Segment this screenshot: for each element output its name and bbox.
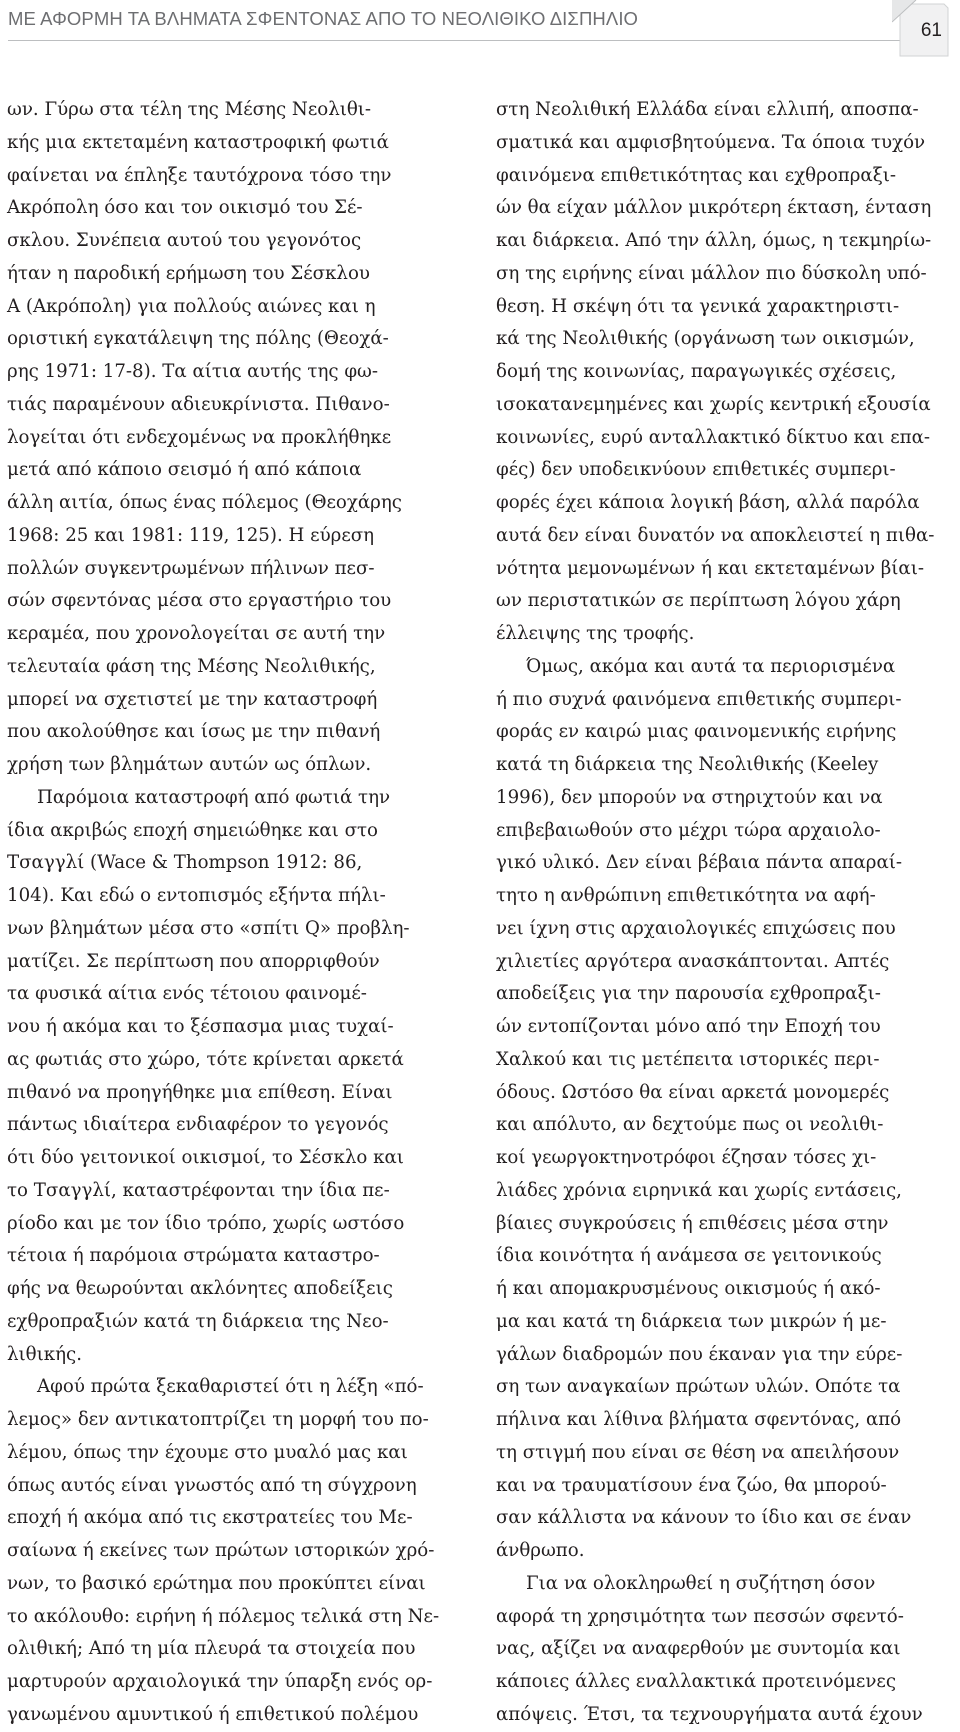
- text-line: νότητα μεμονωμένων ή και εκτεταμένων βίαι-: [496, 557, 924, 579]
- text-line: φοράς εν καιρώ μιας φαινομενικής ειρήνης: [496, 721, 897, 743]
- text-line: τέτοια ή παρόμοια στρώματα καταστρο-: [7, 1245, 380, 1267]
- text-line: ρης 1971: 17-8). Τα αίτια αυτής της φω-: [7, 361, 379, 382]
- text-line: αφορά τη χρησιμότητα των πεσσών σφεντό-: [496, 1605, 904, 1627]
- text-line: νων βλημάτων μέσα στο «σπίτι Q» προβλη-: [7, 917, 410, 939]
- header-rule: [8, 40, 908, 41]
- text-line: χρήση των βλημάτων αυτών ως όπλων.: [7, 754, 372, 775]
- page-number: 61: [920, 20, 942, 41]
- text-line: οριστική εγκατάλειψη της πόλης (Θεοχά-: [7, 328, 389, 350]
- text-line: Παρόμοια καταστροφή από φωτιά την: [37, 786, 391, 808]
- text-line: ών θα είχαν μάλλον μικρότερη έκταση, ένταση: [496, 197, 932, 219]
- text-line: άνθρωπο.: [496, 1540, 585, 1561]
- text-line: ίδια ακριβώς εποχή σημειώθηκε και στο: [7, 819, 379, 841]
- text-line: σκλου. Συνέπεια αυτού του γεγονότος: [7, 230, 362, 251]
- text-line: τα φυσικά αίτια ενός τέτοιου φαινομέ-: [7, 983, 367, 1005]
- text-column-right: [496, 94, 954, 1732]
- text-line: και απόλυτο, αν δεχτούμε πως οι νεολιθι-: [496, 1114, 884, 1136]
- running-title: ΜΕ ΑΦΟΡΜΗ ΤΑ ΒΛΗΜΑΤΑ ΣΦΕΝΤΟΝΑΣ ΑΠΟ ΤΟ ΝΕΟΛΙΘΙΚΟ ΔΙΣΠΗΛΙΟ: [8, 8, 639, 29]
- text-line: Α (Ακρόπολη) για πολλούς αιώνες και η: [7, 295, 376, 317]
- text-line: νων, το βασικό ερώτημα που προκύπτει είναι: [7, 1572, 426, 1594]
- text-line: μπορεί να σχετιστεί με την καταστροφή: [7, 688, 378, 710]
- text-line: κεραμέα, που χρονολογείται σε αυτή την: [7, 623, 386, 644]
- text-line: 1968: 25 και 1981: 119, 125). Η εύρεση: [7, 524, 375, 546]
- text-line: το Τσαγγλί, καταστρέφονται την ίδια πε-: [7, 1179, 390, 1201]
- text-line: όπως αυτός είναι γνωστός από τη σύγχρονη: [7, 1474, 417, 1496]
- text-line: φές) δεν υποδεικνύουν επιθετικές συμπερι-: [496, 459, 896, 481]
- text-line: ση της ειρήνης είναι μάλλον πιο δύσκολη υπό-: [496, 262, 927, 284]
- text-line: ή πιο συχνά φαινόμενα επιθετικής συμπερι-: [496, 688, 902, 710]
- page-corner-decoration: [892, 0, 952, 60]
- text-column-left: [7, 94, 465, 1732]
- text-line: λέμου, όπως την έχουμε στο μυαλό μας και: [7, 1441, 408, 1463]
- text-line: βίαιες συγκρούσεις ή επιθέσεις μέσα στην: [496, 1212, 889, 1234]
- text-line: ισοκατανεμημένες και χωρίς κεντρική εξουσία: [496, 393, 931, 415]
- text-line: και διάρκεια. Από την άλλη, όμως, η τεκμηρίω-: [496, 230, 932, 251]
- text-line: Για να ολοκληρωθεί η συζήτηση όσον: [526, 1572, 876, 1594]
- text-line: νας, αξίζει να αναφερθούν με συντομία και: [496, 1638, 901, 1660]
- text-line: ή και απομακρυσμένους οικισμούς ή ακό-: [496, 1278, 881, 1299]
- text-line: 104). Και εδώ ο εντοπισμός εξήντα πήλι-: [7, 885, 386, 906]
- text-line: ας φωτιάς στο χώρο, τότε κρίνεται αρκετά: [7, 1048, 404, 1070]
- text-line: το ακόλουθο: ειρήνη ή πόλεμος τελικά στη Νε-: [7, 1605, 440, 1627]
- text-line: γικό υλικό. Δεν είναι βέβαια πάντα απαραί-: [496, 852, 903, 874]
- text-line: μετά από κάποιο σεισμό ή από κάποια: [7, 459, 362, 481]
- text-line: λιθικής.: [7, 1343, 82, 1365]
- text-line: σαν κάλλιστα να κάνουν το ίδιο και σε έναν: [496, 1507, 912, 1529]
- text-line: μα και κατά τη διάρκεια των μικρών ή με-: [496, 1310, 887, 1332]
- text-line: τελευταία φάση της Μέσης Νεολιθικής,: [7, 655, 376, 677]
- text-line: ση των αναγκαίων πρώτων υλών. Οπότε τα: [496, 1376, 901, 1398]
- text-line: κάποιες άλλες εναλλακτικά προτεινόμενες: [496, 1671, 897, 1692]
- text-line: λιάδες χρόνια ειρηνικά και χωρίς εντάσεις,: [496, 1179, 902, 1201]
- text-line: τιάς παραμένουν αδιευκρίνιστα. Πιθανο-: [7, 393, 390, 415]
- text-line: φής να θεωρούνται ακλόνητες αποδείξεις: [7, 1278, 393, 1299]
- text-line: αυτά δεν είναι δυνατόν να αποκλειστεί η πιθα-: [496, 524, 935, 546]
- text-line: έλλειψης της τροφής.: [496, 623, 695, 644]
- text-line: γανωμένου αμυντικού ή επιθετικού πολέμου: [7, 1703, 419, 1725]
- text-line: στη Νεολιθική Ελλάδα είναι ελλιπή, αποσπα-: [496, 99, 919, 120]
- text-line: τη στιγμή που είναι σε θέση να απειλήσουν: [496, 1441, 900, 1463]
- text-line: Αφού πρώτα ξεκαθαριστεί ότι η λέξη «πό-: [37, 1376, 424, 1398]
- text-line: εχθροπραξιών κατά τη διάρκεια της Νεο-: [7, 1310, 389, 1332]
- text-line: αποδείξεις για την παρουσία εχθροπραξι-: [496, 983, 881, 1005]
- text-line: όδους. Ωστόσο θα είναι αρκετά μονομερές: [496, 1081, 890, 1103]
- text-line: και να τραυματίσουν ένα ζώο, θα μπορού-: [496, 1474, 887, 1496]
- text-line: νου ή ακόμα και το ξέσπασμα μιας τυχαί-: [7, 1016, 394, 1037]
- text-line: νει ίχνη στις αρχαιολογικές επιχώσεις που: [496, 917, 896, 939]
- text-line: εποχή ή ακόμα από τις εκστρατείες του Με-: [7, 1507, 413, 1529]
- text-line: επιβεβαιωθούν στο μέχρι τώρα αρχαιολο-: [496, 819, 881, 841]
- text-line: λεμος» δεν αντικατοπτρίζει τη μορφή του πο-: [7, 1409, 429, 1430]
- text-line: Ακρόπολη όσο και τον οικισμό του Σέ-: [7, 197, 363, 219]
- text-line: θεση. Η σκέψη ότι τα γενικά χαρακτηριστι-: [496, 295, 900, 317]
- text-line: Χαλκού και τις μετέπειτα ιστορικές περι-: [496, 1048, 880, 1070]
- text-line: μαρτυρούν αρχαιολογικά την ύπαρξη ενός ορ-: [7, 1671, 433, 1692]
- text-line: δομή της κοινωνίας, παραγωγικές σχέσεις,: [496, 361, 897, 382]
- text-line: κής μια εκτεταμένη καταστροφική φωτιά: [7, 131, 389, 153]
- text-line: σών σφεντόνας μέσα στο εργαστήριο του: [7, 590, 392, 612]
- text-line: κά της Νεολιθικής (οργάνωση των οικισμών,: [496, 328, 915, 350]
- text-line: χιλιετίες αργότερα ανασκάπτονται. Απτές: [496, 950, 890, 972]
- text-line: κοί γεωργοκτηνοτρόφοι έζησαν τόσες χι-: [496, 1147, 877, 1168]
- text-line: σματικά και αμφισβητούμενα. Τα όποια τυχόν: [496, 131, 926, 153]
- text-line: φαινόμενα επιθετικότητας και εχθροπραξι-: [496, 164, 896, 186]
- text-line: ων περιστατικών σε περίπτωση λόγου χάρη: [496, 590, 901, 612]
- text-line: Όμως, ακόμα και αυτά τα περιορισμένα: [526, 655, 896, 677]
- text-line: κοινωνίες, ευρύ ανταλλακτικό δίκτυο και επα-: [496, 426, 931, 448]
- text-line: φορές έχει κάποια λογική βάση, αλλά παρόλα: [496, 492, 920, 513]
- text-line: απόψεις. Έτσι, τα τεχνουργήματα αυτά έχουν: [496, 1703, 923, 1725]
- text-line: πάντως ιδιαίτερα ενδιαφέρον το γεγονός: [7, 1114, 389, 1136]
- text-line: λογείται ότι ενδεχομένως να προκλήθηκε: [7, 426, 392, 448]
- text-line: Τσαγγλί (Wace & Thompson 1912: 86,: [7, 852, 363, 874]
- text-line: που ακολούθησε και ίσως με την πιθανή: [7, 721, 381, 743]
- text-line: πήλινα και λίθινα βλήματα σφεντόνας, από: [496, 1409, 902, 1430]
- text-line: σαίωνα ή εκείνες των πρώτων ιστορικών χρό-: [7, 1540, 435, 1561]
- page-header: [8, 0, 952, 62]
- text-line: ών εντοπίζονται μόνο από την Εποχή του: [496, 1016, 881, 1037]
- text-line: ότι δύο γειτονικοί οικισμοί, το Σέσκλο και: [7, 1147, 404, 1168]
- text-line: 1996), δεν μπορούν να στηριχτούν και να: [496, 786, 883, 808]
- text-line: ματίζει. Σε περίπτωση που απορριφθούν: [7, 950, 380, 972]
- text-line: ρίοδο και με τον ίδιο τρόπο, χωρίς ωστόσο: [7, 1212, 405, 1234]
- text-line: πιθανό να προηγήθηκε μια επίθεση. Είναι: [7, 1081, 393, 1103]
- text-line: άλλη αιτία, όπως ένας πόλεμος (Θεοχάρης: [7, 492, 402, 513]
- text-line: ολιθική; Από τη μία πλευρά τα στοιχεία που: [7, 1638, 416, 1660]
- text-line: γάλων διαδρομών που έκαναν για την εύρε-: [496, 1343, 903, 1365]
- text-line: πολλών συγκεντρωμένων πήλινων πεσ-: [7, 557, 375, 579]
- text-line: τητο η ανθρώπινη επιθετικότητα να αφή-: [496, 885, 876, 906]
- text-line: φαίνεται να έπληξε ταυτόχρονα τόσο την: [7, 164, 392, 186]
- text-line: ων. Γύρω στα τέλη της Μέσης Νεολιθι-: [7, 99, 372, 120]
- text-line: ίδια κοινότητα ή ανάμεσα σε γειτονικούς: [496, 1245, 882, 1267]
- text-line: κατά τη διάρκεια της Νεολιθικής (Keeley: [496, 754, 879, 775]
- text-line: ήταν η παροδική ερήμωση του Σέσκλου: [7, 262, 370, 284]
